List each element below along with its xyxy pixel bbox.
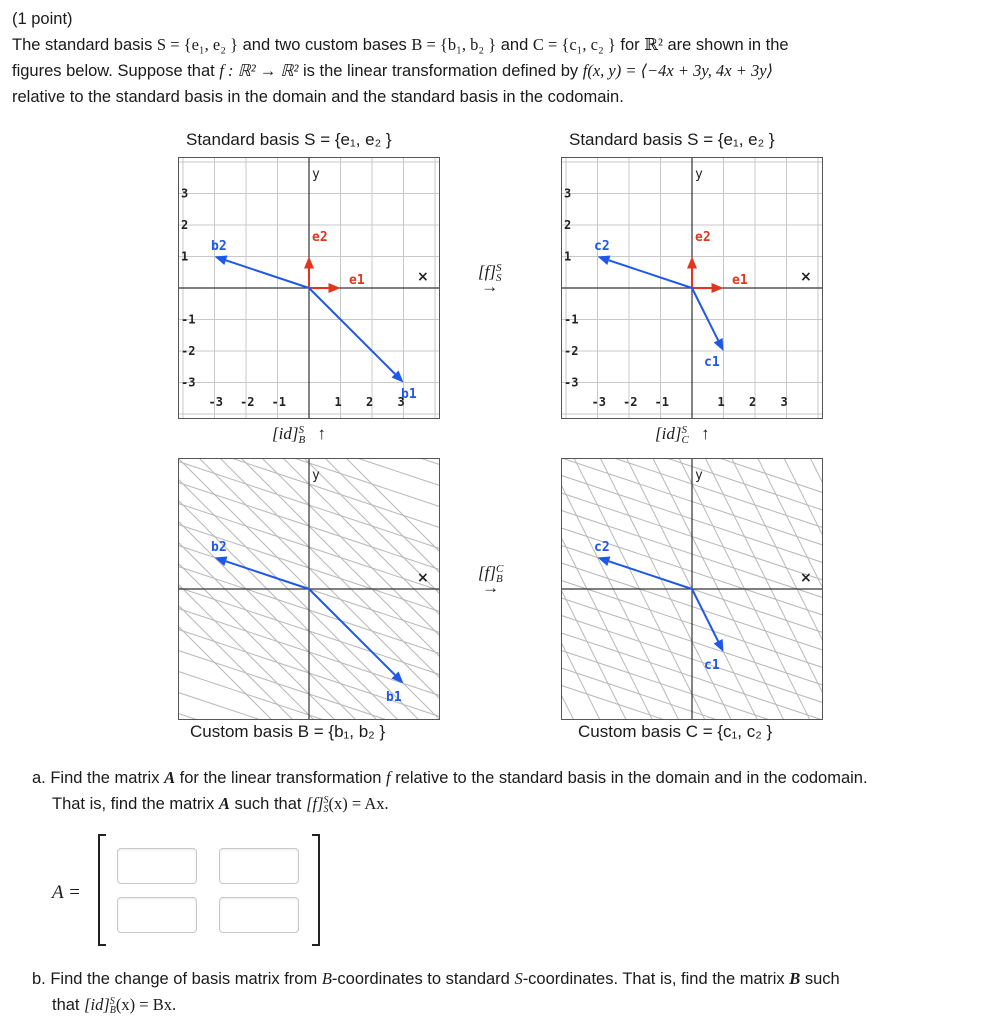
- y-tick-label: -1: [564, 312, 579, 327]
- y-tick-label: -3: [564, 375, 579, 390]
- vector-b1-shaft: [309, 589, 395, 675]
- label-c1: c1: [704, 658, 720, 673]
- map-label-id-B: [id]S B ↑: [272, 424, 326, 447]
- vector-c2-shaft: [609, 260, 692, 288]
- custom-grid-plot-C: [562, 459, 822, 719]
- y-tick-label: 2: [181, 218, 189, 232]
- intro-line-2: figures below. Suppose that f : ℝ² → ℝ² is the linear transformation defined by f(x, y) = ⟨−4x + 3y, 4x + 3y⟩: [12, 61, 774, 80]
- x-tick-label: 2: [749, 395, 757, 409]
- y-axis-label: y: [312, 468, 320, 483]
- x-tick-label: -1: [654, 395, 669, 409]
- label-b2: b2: [211, 540, 227, 555]
- x-axis-marker: ×: [800, 570, 812, 586]
- vector-e1-head: [712, 283, 724, 293]
- x-tick-label: -2: [623, 395, 638, 409]
- x-tick-label: 2: [366, 395, 374, 409]
- map-label-f-SS: [f]S S →: [478, 262, 502, 297]
- intro-line-3: relative to the standard basis in the domain and the standard basis in the codomain.: [12, 88, 624, 106]
- x-tick-label: -1: [271, 395, 286, 409]
- x-tick-label: 1: [334, 395, 342, 409]
- intro-line-1: The standard basis S = {e₁, e₂ } and two custom bases B = {b₁, b₂ } and C = {c₁, c₂ } for ℝ² are shown in the: [12, 35, 789, 54]
- y-tick-label: -1: [181, 312, 196, 327]
- label-c1: c1: [704, 355, 720, 370]
- vector-e2-head: [304, 257, 314, 269]
- vector-b2-head: [215, 256, 228, 265]
- vector-c2-shaft: [609, 561, 692, 589]
- x-tick-label: -2: [240, 395, 255, 409]
- label-b1: b1: [401, 387, 417, 402]
- vector-e1-head: [329, 283, 341, 293]
- caption-top-right: Standard basis S = {e₁, e₂ }: [569, 130, 775, 149]
- label-e1: e1: [349, 273, 365, 288]
- x-axis-marker: ×: [800, 269, 812, 285]
- y-tick-label: 2: [564, 218, 572, 232]
- right-arrow-icon: →: [482, 578, 500, 598]
- y-tick-label: 1: [181, 249, 189, 264]
- y-axis-label: y: [312, 167, 320, 182]
- caption-top-left: Standard basis S = {e₁, e₂ }: [186, 130, 392, 149]
- matrix-right-bracket: [312, 834, 320, 946]
- caption-bottom-right: Custom basis C = {c₁, c₂ }: [578, 722, 773, 741]
- label-c2: c2: [594, 239, 610, 254]
- label-b1: b1: [386, 690, 402, 705]
- up-arrow-icon: ↑: [317, 424, 326, 443]
- part-b-line-2: that [id]S B(x) = Bx.: [52, 995, 177, 1016]
- part-b-line-1: b. Find the change of basis matrix from B-coordinates to standard S-coordinates. That is, find the matrix B such: [32, 969, 840, 988]
- map-label-f-BC: [f]C B →: [478, 563, 504, 598]
- vector-e2-head: [687, 257, 697, 269]
- up-arrow-icon: ↑: [701, 424, 710, 443]
- y-tick-label: 3: [564, 186, 572, 201]
- matrix-A-entry-1-1[interactable]: [117, 848, 197, 884]
- y-tick-label: -2: [181, 344, 196, 358]
- y-axis-label: y: [695, 167, 703, 182]
- points-label: (1 point): [12, 10, 73, 28]
- vector-b2-shaft: [226, 260, 309, 288]
- x-tick-label: 3: [780, 395, 788, 409]
- x-axis-marker: ×: [417, 269, 429, 285]
- right-arrow-icon: →: [481, 277, 499, 297]
- y-axis-label: y: [695, 468, 703, 483]
- part-a-line-2: That is, find the matrix A such that [f]S S(x) = Ax.: [52, 794, 389, 815]
- vector-c2-head: [598, 256, 611, 265]
- vector-b1-shaft: [309, 288, 395, 374]
- label-b2: b2: [211, 239, 227, 254]
- matrix-A-entry-1-2[interactable]: [219, 848, 299, 884]
- plot-custom-B: [178, 458, 440, 720]
- label-e2: e2: [312, 230, 328, 245]
- y-tick-label: -2: [564, 344, 579, 358]
- x-tick-label: 3: [397, 395, 405, 409]
- y-tick-label: 3: [181, 186, 189, 201]
- matrix-left-bracket: [98, 834, 106, 946]
- label-e1: e1: [732, 273, 748, 288]
- vector-b2-shaft: [226, 561, 309, 589]
- x-tick-label: -3: [591, 395, 606, 409]
- y-tick-label: 1: [564, 249, 572, 264]
- x-tick-label: 1: [717, 395, 725, 409]
- plot-custom-C: [561, 458, 823, 720]
- plot-standard-right: [561, 157, 823, 419]
- label-e2: e2: [695, 230, 711, 245]
- vector-c1-shaft: [692, 288, 718, 340]
- standard-grid-plot-left: [179, 158, 439, 418]
- part-a-line-1: a. Find the matrix A for the linear transformation f relative to the standard basis in the domain and in the codomain.: [32, 768, 868, 787]
- matrix-A-label: A =: [52, 882, 81, 903]
- map-label-id-C: [id]S C ↑: [655, 424, 710, 447]
- caption-bottom-left: Custom basis B = {b₁, b₂ }: [190, 722, 386, 741]
- x-tick-label: -3: [208, 395, 223, 409]
- matrix-A-entry-2-1[interactable]: [117, 897, 197, 933]
- standard-grid-plot-right: [562, 158, 822, 418]
- label-c2: c2: [594, 540, 610, 555]
- x-axis-marker: ×: [417, 570, 429, 586]
- plot-standard-left: [178, 157, 440, 419]
- y-tick-label: -3: [181, 375, 196, 390]
- matrix-A-entry-2-2[interactable]: [219, 897, 299, 933]
- custom-grid-plot-B: [179, 459, 439, 719]
